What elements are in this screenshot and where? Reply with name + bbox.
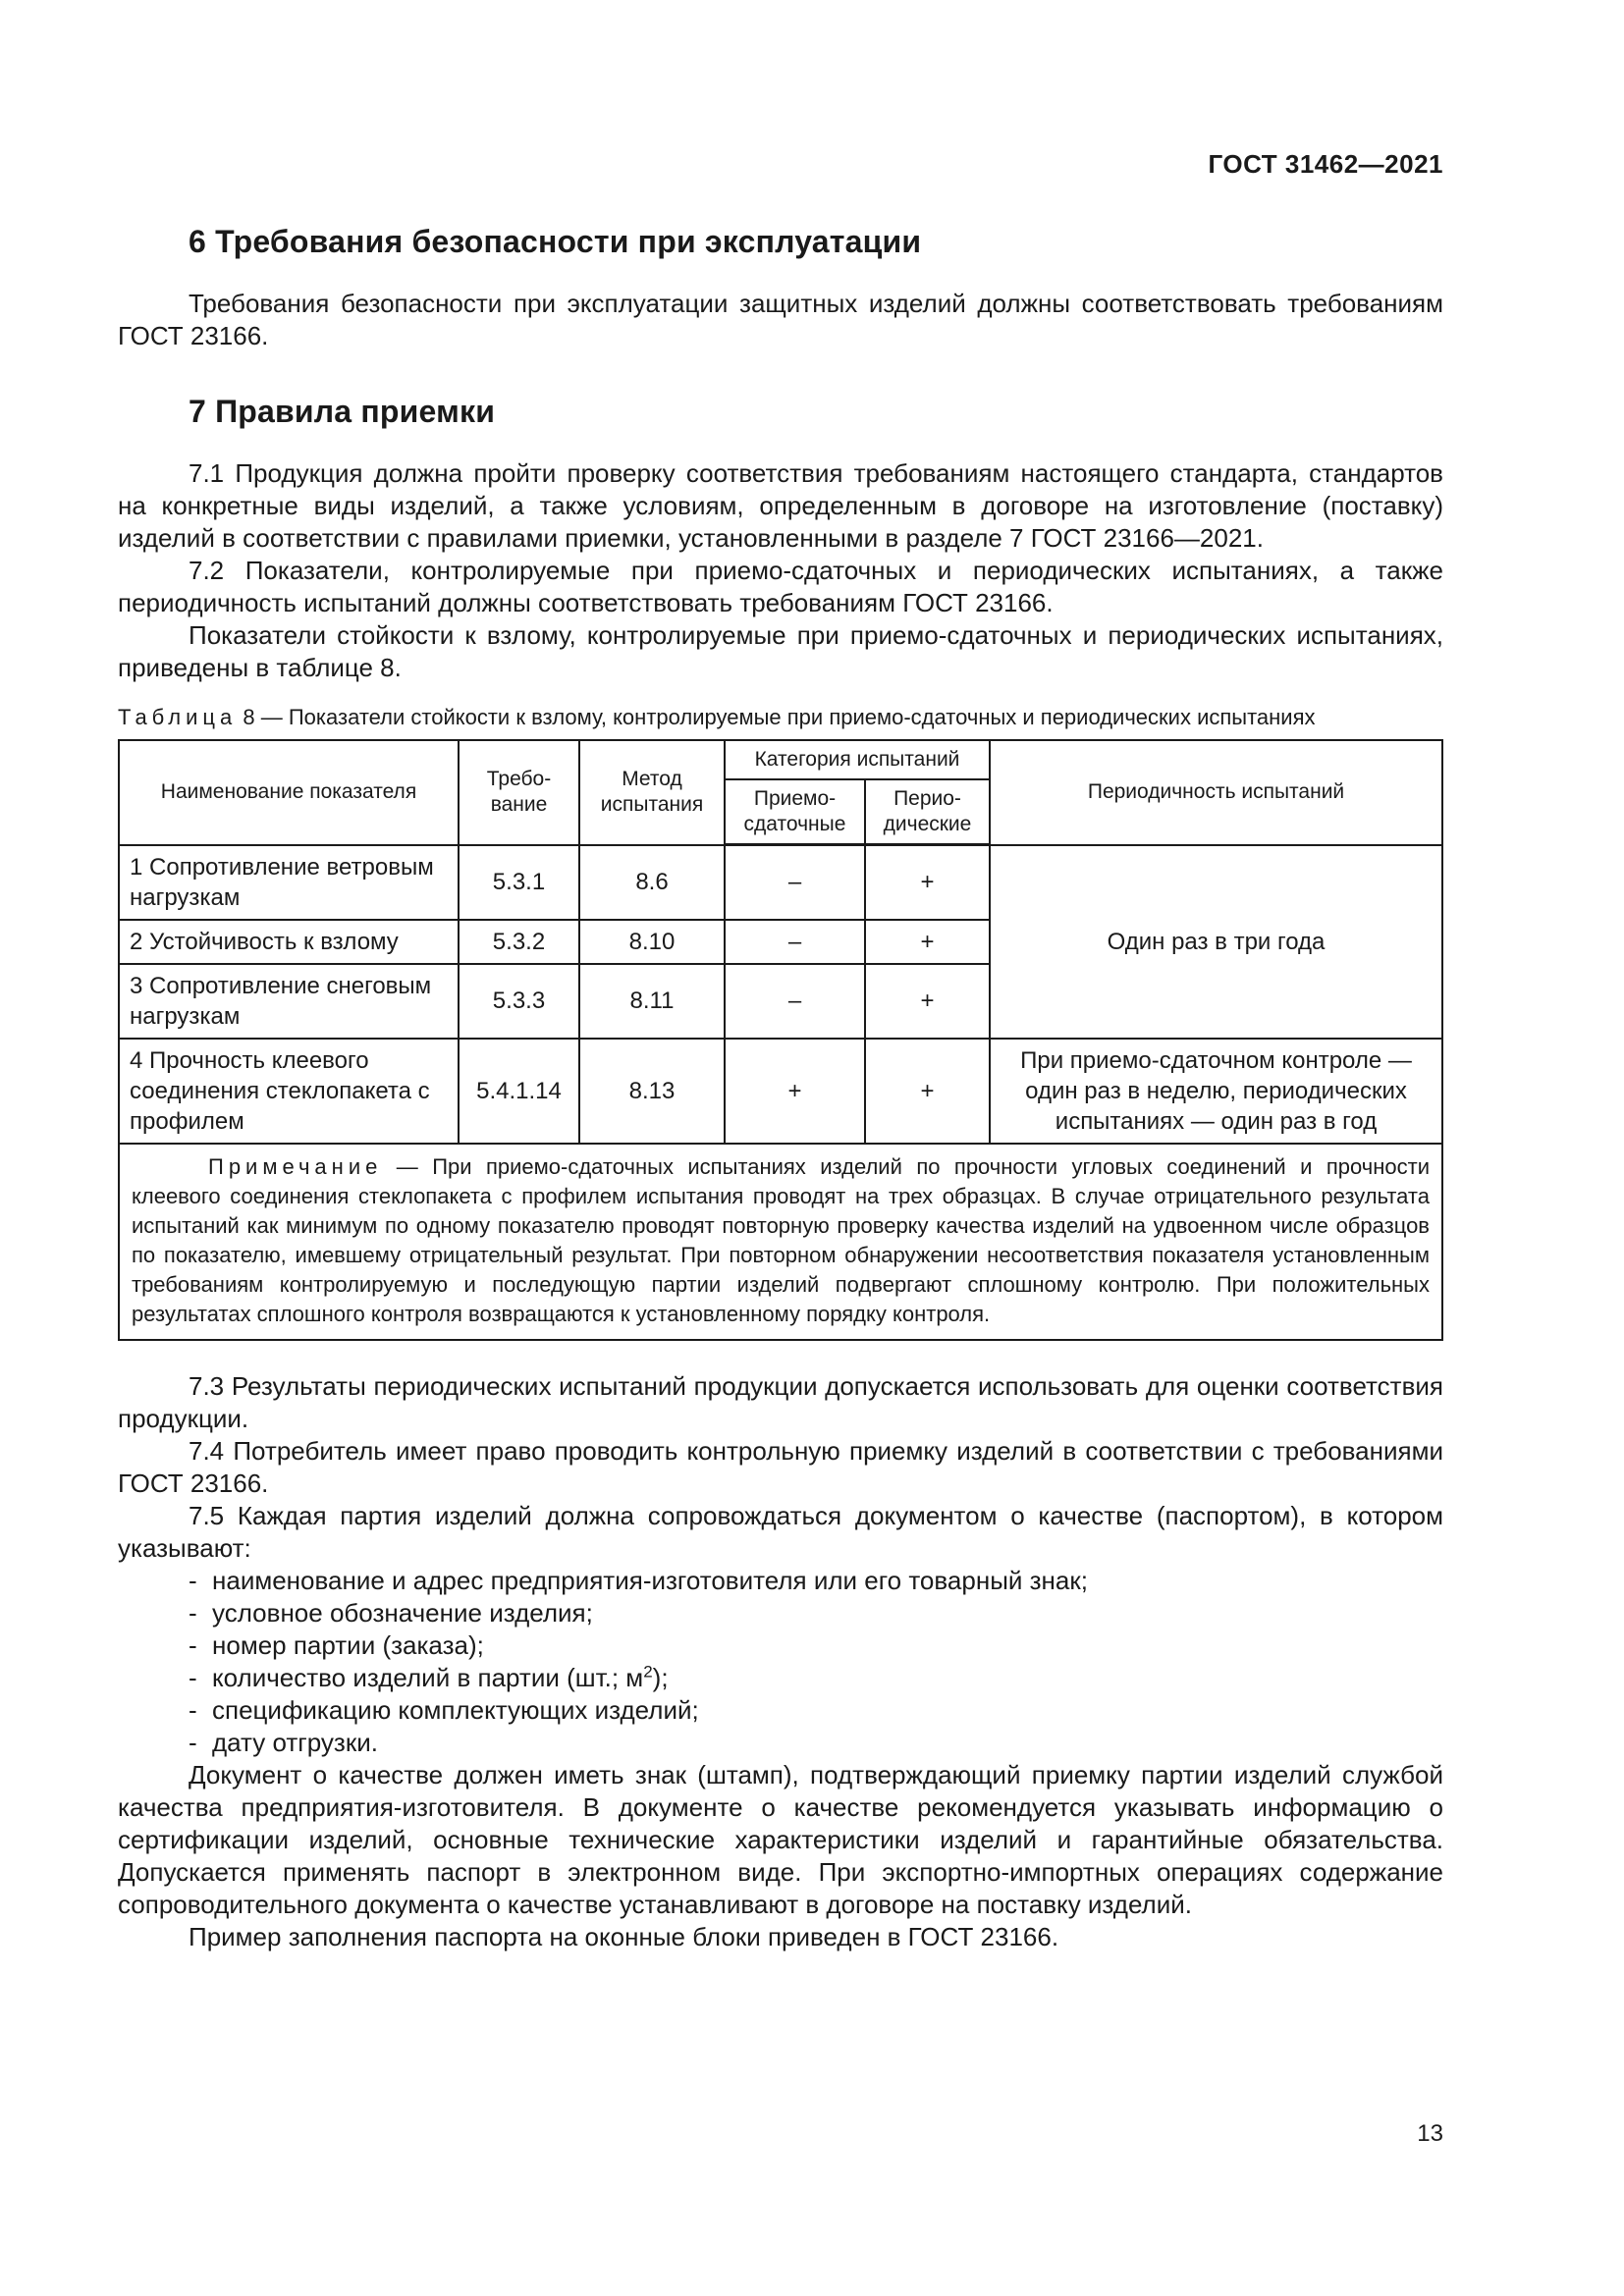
paragraph-7-1: 7.1 Продукция должна пройти проверку соответствия требованиям настоящего стандарта, стандартов на конкретные виды изделий, а также условиям, определенным в договоре на изготовление (поставку) изделий в соответствии с правилами приемки, установленными в разделе 7 ГОСТ 23166—2021. xyxy=(118,458,1443,553)
row-method: 8.11 xyxy=(579,964,725,1039)
header-requirement: Требо-вание xyxy=(459,740,579,845)
paragraph-7-2-table-ref: Показатели стойкости к взлому, контролируемые при приемо-сдаточных и периодических испытаниях, приведены в таблице 8. xyxy=(118,620,1443,682)
row-periodic: + xyxy=(865,920,990,964)
row-frequency: Один раз в три года xyxy=(990,845,1442,1039)
table-caption-text: 8 — Показатели стойкости к взлому, контролируемые при приемо-сдаточных и периодических испытаниях xyxy=(237,705,1316,729)
table-8 xyxy=(118,739,1443,1341)
document-id: ГОСТ 31462—2021 xyxy=(1208,149,1443,179)
paragraph-7-4: 7.4 Потребитель имеет право проводить контрольную приемку изделий в соответствии с требованиями ГОСТ 23166. xyxy=(118,1435,1443,1498)
table-note xyxy=(119,1144,1442,1340)
row-requirement: 5.3.2 xyxy=(459,920,579,964)
header-name: Наименование показателя xyxy=(119,740,459,845)
header-frequency: Периодичность испытаний xyxy=(990,740,1442,845)
list-item: - спецификацию комплектующих изделий; xyxy=(189,1694,699,1725)
page-content xyxy=(118,224,1443,1953)
row-acceptance: – xyxy=(725,964,865,1039)
row-acceptance: + xyxy=(725,1039,865,1144)
paragraph-7-3: 7.3 Результаты периодических испытаний продукции допускается использовать для оценки соответствия продукции. xyxy=(118,1370,1443,1433)
row-method: 8.6 xyxy=(579,845,725,920)
note-label: Примечание xyxy=(208,1153,383,1179)
section-6-title: 6 Требования безопасности при эксплуатации xyxy=(189,224,922,259)
after-table-section xyxy=(118,1370,1443,1953)
row-frequency: При приемо-сдаточном контроле — один раз в неделю, периодических испытаниях — один раз в год xyxy=(990,1039,1442,1144)
list-item: - дату отгрузки. xyxy=(189,1727,378,1757)
row-name: 4 Прочность клеевого соединения стеклопакета с профилем xyxy=(119,1039,459,1144)
header-acceptance: Приемо-сдаточные xyxy=(725,779,865,845)
passport-contents-list xyxy=(118,1565,1443,1759)
row-requirement: 5.3.1 xyxy=(459,845,579,920)
list-item: - условное обозначение изделия; xyxy=(189,1597,593,1628)
table-note-row xyxy=(119,1144,1442,1340)
list-item: - наименование и адрес предприятия-изготовителя или его товарный знак; xyxy=(189,1565,1088,1595)
paragraph-quality-document: Документ о качестве должен иметь знак (штамп), подтверждающий приемку партии изделий службой качества предприятия-изготовителя. В документе о качестве рекомендуется указывать информацию о сертификации изделий, основные технические характеристики изделий и гарантийные обязательства. Допускается применять паспорт в электронном виде. При экспортно-импортных операциях содержание сопроводительного документа о качестве устанавливают в договоре на поставку изделий. xyxy=(118,1759,1443,1919)
row-periodic: + xyxy=(865,845,990,920)
section-7-title: 7 Правила приемки xyxy=(189,394,496,429)
row-name: 1 Сопротивление ветровым нагрузкам xyxy=(119,845,459,920)
row-periodic: + xyxy=(865,1039,990,1144)
row-acceptance: – xyxy=(725,920,865,964)
row-method: 8.10 xyxy=(579,920,725,964)
row-periodic: + xyxy=(865,964,990,1039)
header-periodic: Перио-дические xyxy=(865,779,990,845)
row-name: 3 Сопротивление снеговым нагрузкам xyxy=(119,964,459,1039)
row-requirement: 5.3.3 xyxy=(459,964,579,1039)
note-text: — При приемо-сдаточных испытаниях изделий по прочности угловых соединений и прочности клеевого соединения стеклопакета с профилем испытания проводят на трех образцах. В случае отрицательного результата испытаний как минимум по одному показателю проводят повторную проверку качества изделий на удвоенном числе образцов по показателю, имевшему отрицательный результат. При повторном обнаружении несоответствия показателя установленным требованиям контролируемую и последующую партии изделий подвергают сплошному контролю. При положительных результатах сплошного контроля возвращаются к установленному порядку контроля. xyxy=(132,1153,1430,1326)
page-number: 13 xyxy=(1417,2120,1443,2147)
header-method: Метод испытания xyxy=(579,740,725,845)
table-8-caption xyxy=(118,704,1443,731)
paragraph-7-2: 7.2 Показатели, контролируемые при приемо-сдаточных и периодических испытаниях, а также периодичность испытаний должны соответствовать требованиям ГОСТ 23166. xyxy=(118,556,1443,617)
table-caption-label: Таблица xyxy=(118,705,238,729)
superscript: 2 xyxy=(643,1661,653,1681)
table-row xyxy=(119,845,1442,920)
paragraph-7-5: 7.5 Каждая партия изделий должна сопровождаться документом о качестве (паспортом), в котором указывают: xyxy=(118,1500,1443,1563)
row-name: 2 Устойчивость к взлому xyxy=(119,920,459,964)
list-item: - номер партии (заказа); xyxy=(189,1629,484,1660)
section-6-text: Требования безопасности при эксплуатации защитных изделий должны соответствовать требованиям ГОСТ 23166. xyxy=(118,289,1443,350)
list-item: - количество изделий в партии (шт.; $м^2$); xyxy=(189,1661,669,1692)
header-category: Категория испытаний xyxy=(725,740,990,779)
row-requirement: 5.4.1.14 xyxy=(459,1039,579,1144)
table-row xyxy=(119,1039,1442,1144)
row-acceptance: – xyxy=(725,845,865,920)
row-method: 8.13 xyxy=(579,1039,725,1144)
paragraph-example: Пример заполнения паспорта на оконные блоки приведен в ГОСТ 23166. xyxy=(189,1921,1059,1951)
